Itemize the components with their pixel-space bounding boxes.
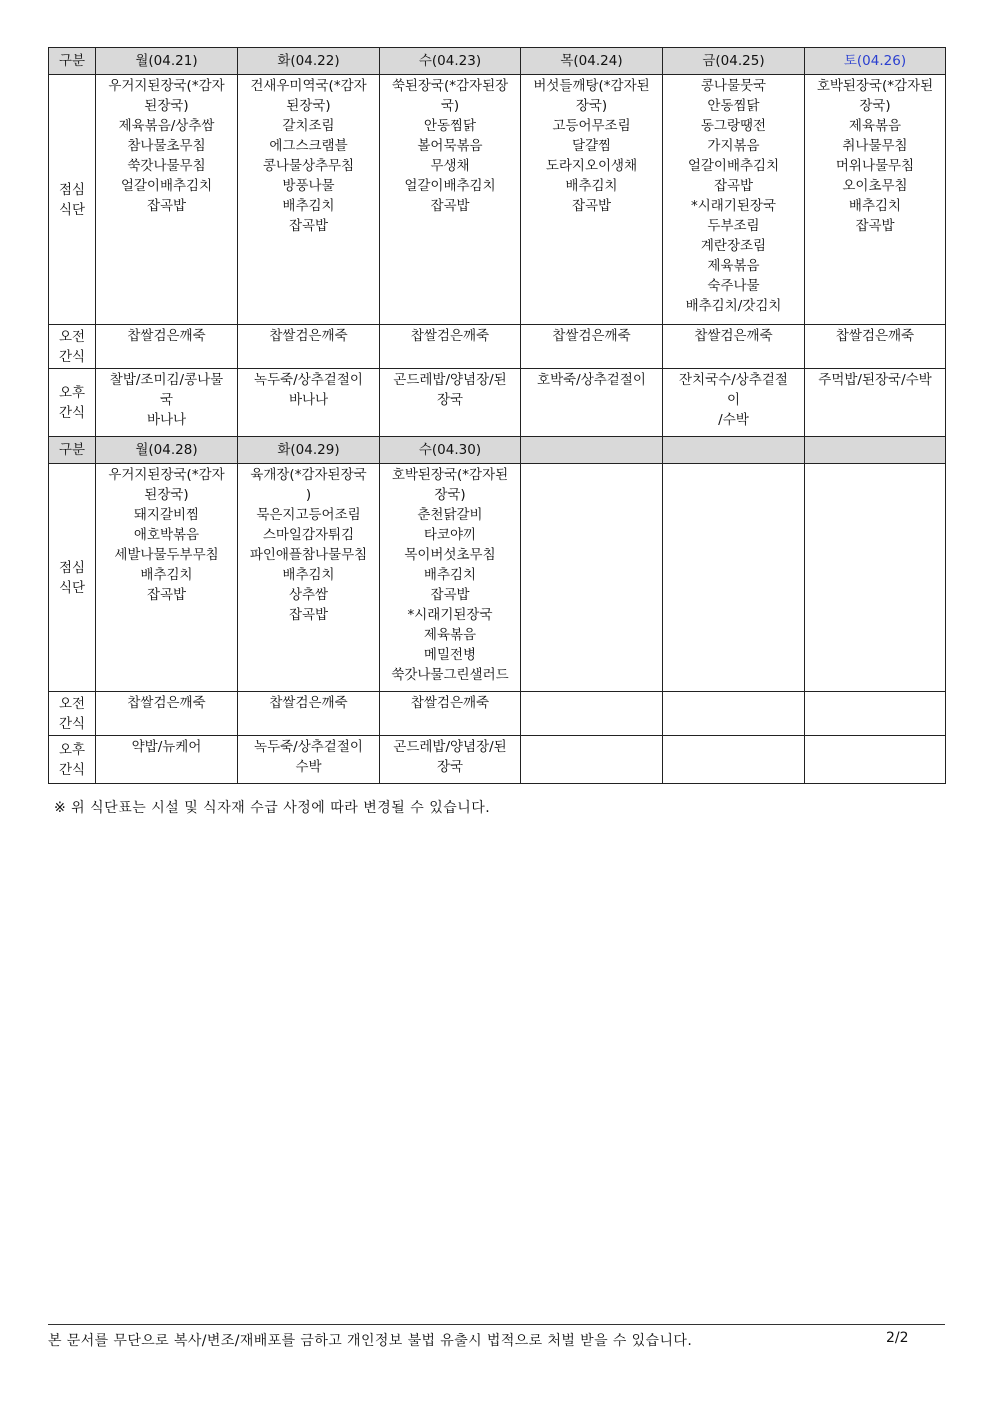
lunch-cell: 건새우미역국(*감자 된장국) 갈치조림 에그스크램블 콩나물상추무침 방풍나물 배추김치 잡곡밥	[238, 75, 380, 325]
day-header: 화(04.22)	[238, 48, 380, 75]
day-header: 목(04.24)	[521, 48, 663, 75]
am-snack-label: 오전 간식	[49, 325, 96, 369]
week2-lunch-row	[49, 464, 946, 692]
day-header: 수(04.23)	[380, 48, 521, 75]
pm-snack-cell: 잔치국수/상추겉절 이 /수박	[663, 369, 805, 437]
week1-pm-snack-row	[49, 369, 946, 437]
change-notice: ※ 위 식단표는 시설 및 식자재 수급 사정에 따라 변경될 수 있습니다.	[54, 800, 491, 816]
week1-header-row	[49, 48, 946, 75]
week2-pm-snack-row	[49, 736, 946, 784]
page-number: 2/2	[886, 1330, 909, 1346]
am-snack-cell	[663, 692, 805, 736]
pm-snack-label: 오후 간식	[49, 369, 96, 437]
am-snack-cell	[521, 692, 663, 736]
am-snack-cell: 찹쌀검은깨죽	[238, 692, 380, 736]
am-snack-cell: 찹쌀검은깨죽	[96, 692, 238, 736]
lunch-label: 점심 식단	[49, 464, 96, 692]
day-header-saturday: 토(04.26)	[805, 48, 946, 75]
day-header: 월(04.21)	[96, 48, 238, 75]
pm-snack-cell	[663, 736, 805, 784]
lunch-cell: 호박된장국(*감자된 장국) 춘천닭갈비 타코야끼 목이버섯초무침 배추김치 잡곡밥 *시래기된장국 제육볶음 메밀전병 쑥갓나물그린샐러드	[380, 464, 521, 692]
am-snack-cell: 찹쌀검은깨죽	[238, 325, 380, 369]
pm-snack-cell: 곤드레밥/양념장/된 장국	[380, 736, 521, 784]
lunch-cell: 호박된장국(*감자된 장국) 제육볶음 취나물무침 머위나물무침 오이초무침 배추김치 잡곡밥	[805, 75, 946, 325]
pm-snack-cell: 찰밥/조미김/콩나물 국 바나나	[96, 369, 238, 437]
am-snack-cell: 찹쌀검은깨죽	[96, 325, 238, 369]
pm-snack-cell	[805, 736, 946, 784]
pm-snack-cell: 녹두죽/상추겉절이 수박	[238, 736, 380, 784]
pm-snack-label: 오후 간식	[49, 736, 96, 784]
day-header	[805, 437, 946, 464]
lunch-cell: 콩나물뭇국 안동찜닭 동그랑땡전 가지볶음 얼갈이배추김치 잡곡밥 *시래기된장국 두부조림 계란장조림 제육볶음 숙주나물 배추김치/갓김치	[663, 75, 805, 325]
lunch-cell	[805, 464, 946, 692]
lunch-cell: 우거지된장국(*감자 된장국) 제육볶음/상추쌈 참나물초무침 쑥갓나물무침 얼갈이배추김치 잡곡밥	[96, 75, 238, 325]
day-header: 월(04.28)	[96, 437, 238, 464]
day-header: 화(04.29)	[238, 437, 380, 464]
pm-snack-cell	[521, 736, 663, 784]
lunch-cell: 우거지된장국(*감자 된장국) 돼지갈비찜 애호박볶음 세발나물두부무침 배추김치 잡곡밥	[96, 464, 238, 692]
day-header: 수(04.30)	[380, 437, 521, 464]
pm-snack-cell: 녹두죽/상추겉절이 바나나	[238, 369, 380, 437]
day-header	[521, 437, 663, 464]
lunch-cell	[663, 464, 805, 692]
lunch-cell: 쑥된장국(*감자된장 국) 안동찜닭 볼어묵볶음 무생채 얼갈이배추김치 잡곡밥	[380, 75, 521, 325]
pm-snack-cell: 호박죽/상추겉절이	[521, 369, 663, 437]
am-snack-cell: 찹쌀검은깨죽	[663, 325, 805, 369]
week2-am-snack-row	[49, 692, 946, 736]
week1-lunch-row	[49, 75, 946, 325]
am-snack-cell: 찹쌀검은깨죽	[521, 325, 663, 369]
day-header: 금(04.25)	[663, 48, 805, 75]
footer-copyright-notice: 본 문서를 무단으로 복사/변조/재배포를 금하고 개인정보 불법 유출시 법적으로 처벌 받을 수 있습니다.	[48, 1333, 693, 1349]
day-header	[663, 437, 805, 464]
lunch-cell: 버섯들깨탕(*감자된 장국) 고등어무조림 달걀찜 도라지오이생채 배추김치 잡곡밥	[521, 75, 663, 325]
pm-snack-cell: 주먹밥/된장국/수박	[805, 369, 946, 437]
header-label: 구분	[49, 437, 96, 464]
pm-snack-cell: 곤드레밥/양념장/된 장국	[380, 369, 521, 437]
lunch-cell	[521, 464, 663, 692]
lunch-label: 점심 식단	[49, 75, 96, 325]
footer-divider	[48, 1324, 945, 1325]
lunch-cell: 육개장(*감자된장국 ) 묵은지고등어조림 스마일감자튀김 파인애플참나물무침 배추김치 상추쌈 잡곡밥	[238, 464, 380, 692]
am-snack-cell	[805, 692, 946, 736]
pm-snack-cell: 약밥/뉴케어	[96, 736, 238, 784]
am-snack-cell: 찹쌀검은깨죽	[805, 325, 946, 369]
am-snack-cell: 찹쌀검은깨죽	[380, 692, 521, 736]
week2-header-row	[49, 437, 946, 464]
header-label: 구분	[49, 48, 96, 75]
am-snack-cell: 찹쌀검은깨죽	[380, 325, 521, 369]
am-snack-label: 오전 간식	[49, 692, 96, 736]
week1-am-snack-row	[49, 325, 946, 369]
meal-plan-table	[48, 47, 946, 784]
